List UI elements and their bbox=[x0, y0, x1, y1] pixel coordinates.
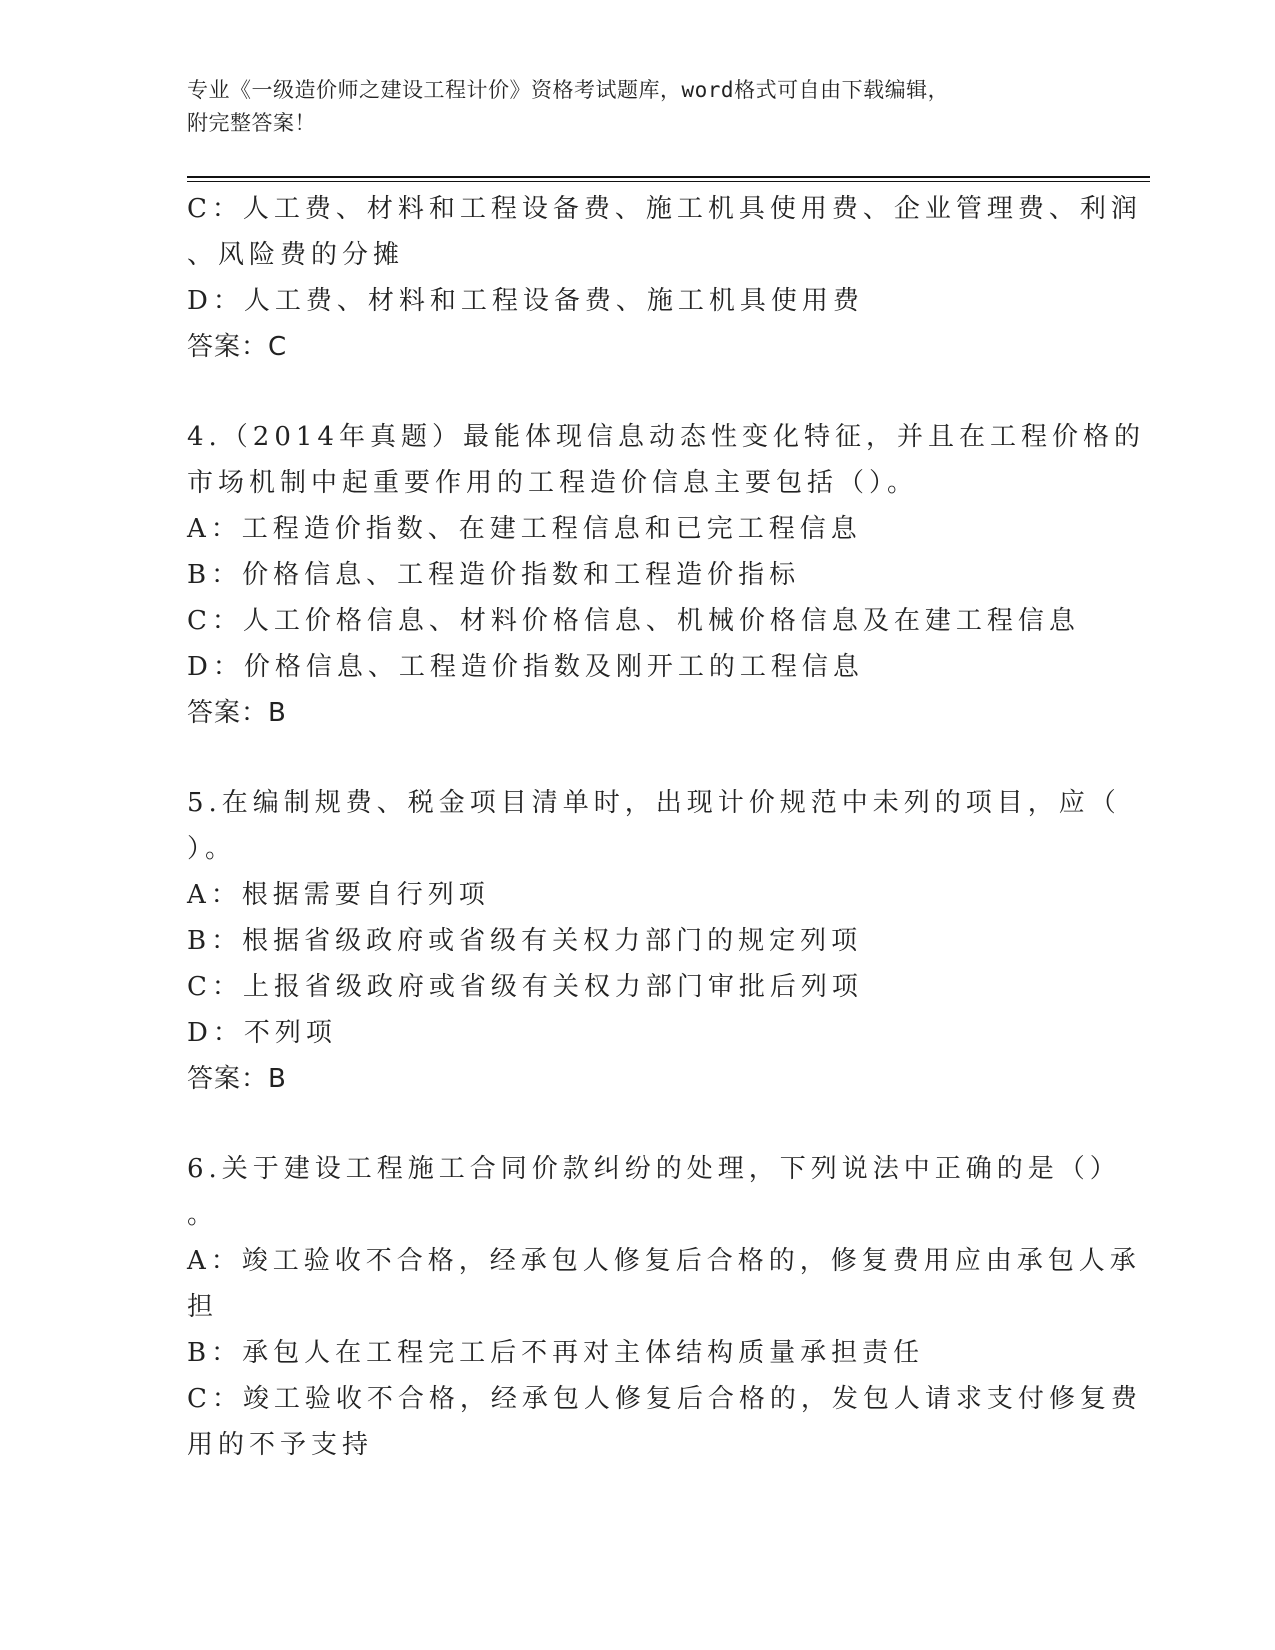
q4-option-d: D：价格信息、工程造价指数及刚开工的工程信息 bbox=[187, 652, 864, 682]
question-6 bbox=[187, 1146, 1142, 1468]
q5-stem-line-1: 5.在编制规费、税金项目清单时，出现计价规范中未列的项目，应（ bbox=[187, 788, 1121, 818]
spacer bbox=[187, 736, 1087, 780]
question-3-tail bbox=[187, 186, 1142, 370]
q4-answer: 答案：B bbox=[187, 698, 287, 728]
q6-stem-line-1: 6.关于建设工程施工合同价款纠纷的处理，下列说法中正确的是（） bbox=[187, 1154, 1121, 1184]
header-line-2: 附完整答案！ bbox=[187, 111, 316, 135]
header-line-1: 专业《一级造价师之建设工程计价》资格考试题库，word格式可自由下载编辑， bbox=[187, 78, 950, 102]
q6-option-a-line-2: 担 bbox=[187, 1292, 219, 1322]
q6-option-c-line-1: C：竣工验收不合格，经承包人修复后合格的，发包人请求支付修复费 bbox=[187, 1384, 1142, 1414]
q5-option-d: D：不列项 bbox=[187, 1018, 337, 1048]
q3-answer: 答案：C bbox=[187, 332, 288, 362]
q6-stem-line-2: 。 bbox=[187, 1200, 219, 1230]
q4-option-c: C：人工价格信息、材料价格信息、机械价格信息及在建工程信息 bbox=[187, 606, 1080, 636]
q5-answer: 答案：B bbox=[187, 1064, 287, 1094]
question-list bbox=[187, 186, 1145, 1468]
q5-option-a: A：根据需要自行列项 bbox=[187, 880, 490, 910]
q3-option-c-line-1: C：人工费、材料和工程设备费、施工机具使用费、企业管理费、利润 bbox=[187, 194, 1142, 224]
q3-option-d: D：人工费、材料和工程设备费、施工机具使用费 bbox=[187, 286, 864, 316]
header-rule-thick bbox=[187, 176, 1150, 178]
q6-option-c-line-2: 用的不予支持 bbox=[187, 1430, 374, 1460]
q4-stem-line-1: 4.（2014年真题）最能体现信息动态性变化特征，并且在工程价格的 bbox=[187, 422, 1145, 452]
q6-option-b: B：承包人在工程完工后不再对主体结构质量承担责任 bbox=[187, 1338, 925, 1368]
q5-option-c: C：上报省级政府或省级有关权力部门审批后列项 bbox=[187, 972, 863, 1002]
header-rule-thin bbox=[187, 181, 1150, 182]
page-header bbox=[187, 74, 1087, 140]
question-4 bbox=[187, 414, 1145, 736]
q4-option-b: B：价格信息、工程造价指数和工程造价指标 bbox=[187, 560, 801, 590]
q5-option-b: B：根据省级政府或省级有关权力部门的规定列项 bbox=[187, 926, 863, 956]
q6-option-a-line-1: A：竣工验收不合格，经承包人修复后合格的，修复费用应由承包人承 bbox=[187, 1246, 1141, 1276]
q4-stem-line-2: 市场机制中起重要作用的工程造价信息主要包括（）。 bbox=[187, 468, 919, 498]
spacer bbox=[187, 370, 1087, 414]
q5-stem-line-2: ）。 bbox=[187, 834, 237, 864]
q3-option-c-line-2: 、风险费的分摊 bbox=[187, 240, 405, 270]
spacer bbox=[187, 1102, 1087, 1146]
question-5 bbox=[187, 780, 1121, 1102]
q4-option-a: A：工程造价指数、在建工程信息和已完工程信息 bbox=[187, 514, 862, 544]
